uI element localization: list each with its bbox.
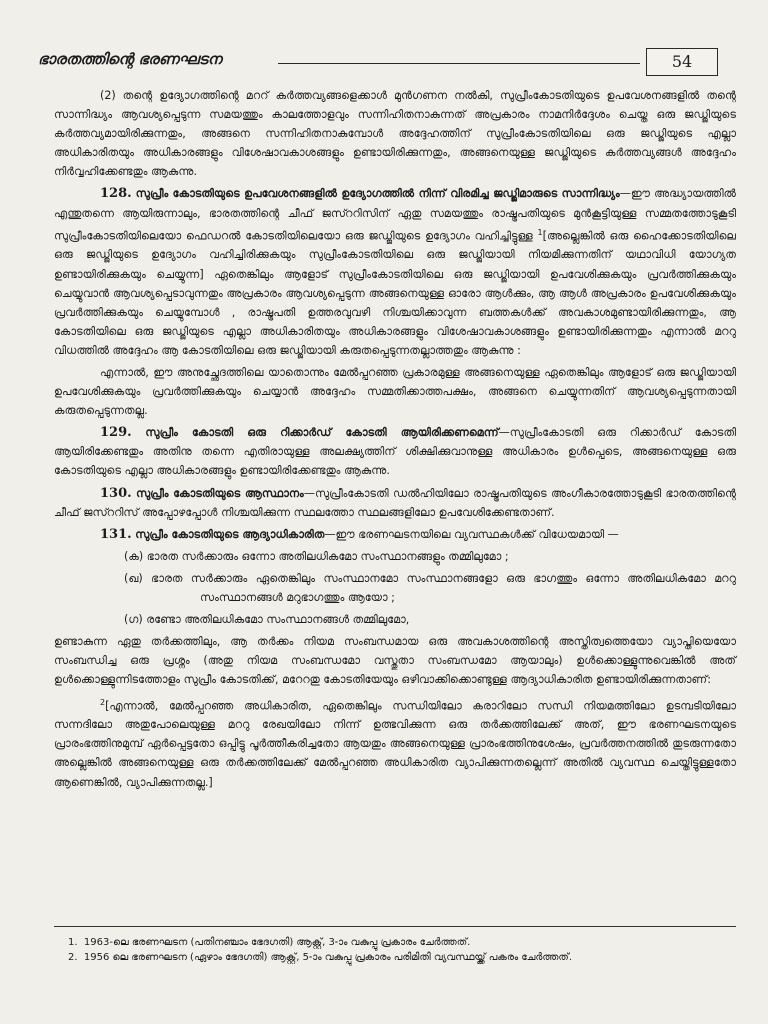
proviso: എന്നാൽ, ഈ അനുച്ഛേദത്തിലെ യാതൊന്നും മേൽപ്പറഞ്ഞ പ്രകാരമുള്ള അങ്ങനെയുള്ള ഏതെങ്കിലും ആളോട് ഒരു ജഡ്ജിയായി ഉപവേശിക്കുകയും പ്രവർത്തിക്കുകയും ചെയ്യാൻ അദ്ദേഹം സമ്മതിക്കാത്തപക്ഷം, അങ്ങനെ ചെയ്യുന്നതിന് ആവശ്യപ്പെടുന്നതായി കരുതപ്പെടുന്നതല്ല. [54, 366, 736, 418]
article-text: —ഈ ഭരണഘടനയിലെ വ്യവസ്ഥകൾക്ക് വിധേയമായി — [324, 527, 619, 541]
proviso [54, 693, 736, 792]
article-heading: സുപ്രീം കോടതിയുടെ ആസ്ഥാനം [136, 486, 304, 500]
paragraph-clause-2: (2) തന്റെ ഉദ്യോഗത്തിന്റെ മററ് കർത്തവ്യങ്ങളെക്കാൾ മുൻഗണന നൽകി, സുപ്രീംകോടതിയുടെ ഉപവേശനങ്ങളിൽ തന്റെ സാന്നിദ്ധ്യം ആവശ്യപ്പെടുന്ന സമയത്തും കാലത്തോളവും സന്നിഹിതനാകുന്നത് അപ്രകാരം നാമനിർദ്ദേശം ചെയ്ത ഒരു ജഡ്ജിയുടെ കർത്തവ്യമായിരിക്കുന്നതും, അങ്ങനെ സന്നിഹിതനാകുമ്പോൾ അദ്ദേഹത്തിന് സുപ്രീംകോടതിയിലെ ഒരു ജഡ്ജിയുടെ എല്ലാ അധികാരിതയും അധികാരങ്ങളും വിശേഷാവകാശങ്ങളും ഉണ്ടായിരിക്കുന്നതും, അങ്ങനെയുള്ള ജഡ്ജിയുടെ കർത്തവ്യങ്ങൾ അദ്ദേഹം നിർവ്വഹിക്കേണ്ടതും ആകുന്നു. [54, 89, 736, 179]
footnote-mark: 2. [68, 952, 78, 963]
footnote-text: 1956 ലെ ഭരണഘടന (ഏഴാം ഭേദഗതി) ആക്റ്റ്, 5-ാം വകുപ്പു പ്രകാരം പരിമിതി വ്യവസ്ഥയ്ക്ക് പകരം ചേർത്തത്. [83, 952, 573, 963]
article-heading: സുപ്രീം കോടതിയുടെ ഉപവേശനങ്ങളിൽ ഉദ്യോഗത്തിൽ നിന്ന് വിരമിച്ച ജഡ്ജിമാരുടെ സാന്നിദ്ധ്യം [135, 187, 620, 201]
article-text: —ഈ അദ്ധ്യായത്തിൽ എന്തുതന്നെ ആയിരുന്നാലും, ഭാരതത്തിന്റെ ചീഫ് ജസ്ററിസിന് ഏതു സമയത്തും രാഷ്ട്രപതിയുടെ മുൻകൂട്ടിയുള്ള സമ്മതത്തോടുകൂടി സുപ്രീംകോടതിയിലെയോ ഫെഡറൽ കോടതിയിലെയോ ഒരു ജഡ്ജിയുടെ ഉദ്യോഗം വഹിച്ചിട്ടുള്ള [54, 187, 736, 243]
article-129 [54, 423, 736, 480]
article-number: 129. [100, 425, 132, 441]
clause-ka: (ക) ഭാരത സർക്കാരും ഒന്നോ അതിലധികമോ സംസ്ഥാനങ്ങളും തമ്മിലുമോ ; [124, 549, 509, 563]
page-number: 54 [646, 48, 718, 76]
article-number: 130. [100, 485, 132, 501]
article-number: 131. [100, 526, 132, 542]
header-rule [278, 63, 640, 64]
article-text: —സുപ്രീംകോടതി ഡൽഹിയിലോ രാഷ്ട്രപതിയുടെ അംഗീകാരത്തോടുകൂടി ഭാരതത്തിന്റെ ചീഫ് ജസ്ററിസ് അപ്പോഴപ്പോൾ നിശ്ചയിക്കുന്ന സ്ഥലത്തോ സ്ഥലങ്ങളിലോ ഉപവേശിക്കേണ്ടതാണ്. [54, 486, 737, 519]
footnote-item [54, 950, 736, 965]
footnote-ref: 1 [537, 227, 543, 237]
footnote-ref: 2 [100, 697, 106, 707]
footnote-text: 1963-ലെ ഭരണഘടന (പതിനഞ്ചാം ഭേദഗതി) ആക്റ്റ്, 3-ാം വകുപ്പു പ്രകാരം ചേർത്തത്. [83, 937, 471, 948]
article-text: —സുപ്രീംകോടതി ഒരു റിക്കാർഡ് കോടതി ആയിരിക്കേണ്ടതും അതിനു തന്നെ എതിരായുള്ള അലക്ഷ്യത്തിന് ശിക്ഷിക്കുവാനുള്ള അധികാരം ഉൾപ്പെടെ, അങ്ങനെയുള്ള ഒരു കോടതിയുടെ എല്ലാ അധികാരങ്ങളും ഉണ്ടായിരിക്കേണ്ടതും ആകുന്നു. [54, 426, 736, 478]
proviso-text: [എന്നാൽ, മേൽപ്പറഞ്ഞ അധികാരിത, ഏതെങ്കിലും സന്ധിയിലോ കരാറിലോ സന്ധി നിയമത്തിലോ ഉടമ്പടിയിലോ സന്നദിലോ അതുപോലെയുള്ള മററു രേഖയിലോ നിന്ന് ഉത്ഭവിക്കുന്ന ഒരു തർക്കത്തിലേക്ക് അത്, ഈ ഭരണഘടനയുടെ പ്രാരംഭത്തിനുമുമ്പ് ഏർപ്പെട്ടതോ ഒപ്പിട്ടു പൂർത്തീകരിച്ചതോ ആയതും അങ്ങനെയുള്ള പ്രാരംഭത്തിനുശേഷം, പ്രവർത്തനത്തിൽ തുടരുന്നതോ അല്ലെങ്കിൽ അങ്ങനെയുള്ള ഒരു തർക്കത്തിലേക്ക് മേൽപ്പറഞ്ഞ അധികാരിത വ്യാപിക്കുന്നതല്ലെന്ന് അതിൽ വ്യവസ്ഥ ചെയ്തിട്ടുള്ളതോ ആണെങ്കിൽ, വ്യാപിക്കുന്നതല്ല.] [54, 699, 736, 789]
article-128 [54, 184, 736, 360]
clause-ga: (ഗ) രണ്ടോ അതിലധികമോ സംസ്ഥാനങ്ങൾ തമ്മിലുമോ, [124, 613, 410, 627]
article-continuation: ഉണ്ടാകുന്ന ഏതു തർക്കത്തിലും, ആ തർക്കം നിയമ സംബന്ധമായ ഒരു അവകാശത്തിന്റെ അസ്തിത്വത്തെയോ വ്യാപ്തിയെയോ സംബന്ധിച്ച ഒരു പ്രശ്നം (അതു നിയമ സംബന്ധമോ വസ്തുതാ സംബന്ധമോ ആയാലും) ഉൾക്കൊള്ളുന്നുവെങ്കിൽ അത് ഉൾക്കൊള്ളുന്നിടത്തോളം സുപ്രീം കോടതിക്ക്, മറേറതു കോടതിയേയും ഒഴിവാക്കിക്കൊണ്ടുള്ള ആദ്യാധികാരിത ഉണ്ടായിരിക്കുന്നതാണ്: [54, 635, 736, 687]
article-heading: സുപ്രീം കോടതിയുടെ ആദ്യാധികാരിത [135, 527, 325, 541]
article-130 [54, 484, 736, 522]
article-heading: സുപ്രീം കോടതി ഒരു റിക്കാർഡ് കോടതി ആയിരിക്കണമെന്ന് [145, 426, 499, 440]
running-title: ഭാരതത്തിന്റെ ഭരണഘടന [38, 50, 222, 68]
article-131 [54, 525, 736, 544]
body-text [54, 86, 736, 795]
footnote-item [54, 935, 736, 950]
footnote-mark: 1. [68, 937, 78, 948]
article-text: [അല്ലെങ്കിൽ ഒരു ഹൈക്കോടതിയിലെ ഒരു ജഡ്ജിയുടെ ഉദ്യോഗം വഹിച്ചിരിക്കുകയും സുപ്രീംകോടതിയിലെ ഒരു ജഡ്ജിയായി നിയമിക്കുന്നതിന് യഥാവിധി യോഗ്യത ഉണ്ടായിരിക്കുകയും ചെയ്യുന്ന] ഏതെങ്കിലും ആളോട് സുപ്രീംകോടതിയിലെ ഒരു ജഡ്ജിയായി ഉപവേശിക്കുകയും പ്രവർത്തിക്കുകയും ചെയ്യുവാൻ ആവശ്യപ്പെടാവുന്നതും അപ്രകാരം ആവശ്യപ്പെടുന്ന അങ്ങനെയുള്ള ഓരോ ആൾക്കും, ആ ആൾ അപ്രകാരം ഉപവേശിക്കുകയും പ്രവർത്തിക്കുകയും ചെയ്യുമ്പോൾ , രാഷ്ട്രപതി ഉത്തരവുവഴി നിശ്ചയിക്കാവുന്ന ബത്തകൾക്ക് അവകാശമുണ്ടായിരിക്കുന്നതും, ആ കോടതിയിലെ ഒരു ജഡ്ജിയുടെ എല്ലാ അധികാരിതയും അധികാരങ്ങളും വിശേഷാവകാശങ്ങളും ഉണ്ടായിരിക്കുന്നതും എന്നാൽ മററു വിധത്തിൽ അദ്ദേഹം ആ കോടതിയിലെ ഒരു ജഡ്ജിയായി കരുതപ്പെടുന്നതല്ലാത്തതും ആകുന്നു : [54, 229, 736, 357]
clause-kha: (ഖ) ഭാരത സർക്കാരും ഏതെങ്കിലും സംസ്ഥാനമോ സംസ്ഥാനങ്ങളോ ഒരു ഭാഗത്തും ഒന്നോ അതിലധികമോ മററു സംസ്ഥാനങ്ങൾ മറുഭാഗത്തും ആയോ ; [124, 571, 736, 605]
footnotes [54, 926, 736, 965]
article-number: 128. [100, 186, 132, 202]
page-header [38, 48, 728, 76]
